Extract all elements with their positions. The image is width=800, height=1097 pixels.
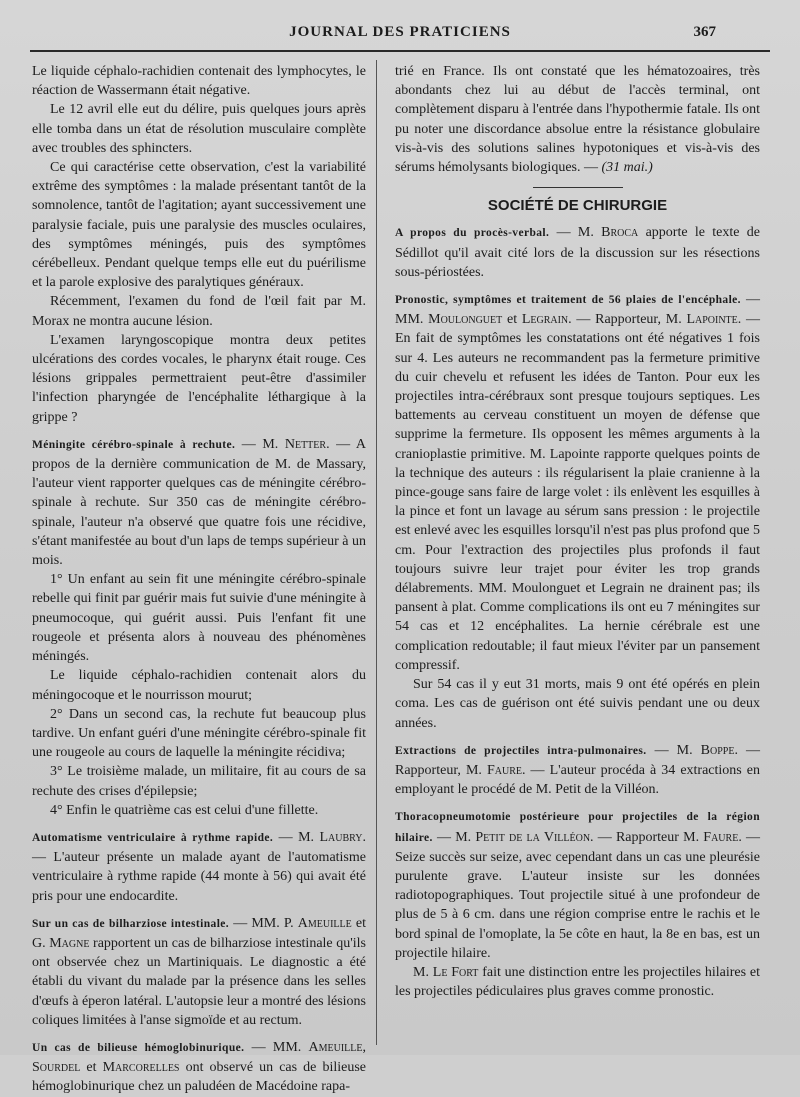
entry-heading: Méningite cérébro-spinale à rechute.	[32, 438, 236, 451]
entry-text: ont observé un cas de bilieuse hémoglobinurique chez un paludéen de Macédoine rapa-	[32, 1060, 366, 1095]
paragraph: Ce qui caractérise cette observation, c'est la variabilité extrême des symptômes : la malade présentant tantôt de la somnolence, tantôt de l'agitation; ayant successivement une paralysie faciale, puis une paralysie des muscles oculaires, des symptômes méningés, puis des symptômes cérébelleux. Pendant quelque temps elle eut du puérilisme et la parole explosive des paralytiques généraux.	[32, 160, 366, 291]
entry-text: . — L'auteur présente un malade ayant de l'automatisme ventriculaire à rythme rapide (44 monte à 56) qui avait été pris pour une endocardite.	[32, 829, 367, 904]
entry-separator: . — Rapporteur, M.	[568, 312, 687, 328]
entry-heading: Un cas de bilieuse hémoglobinurique.	[32, 1041, 245, 1054]
entry-separator: et	[80, 1060, 103, 1076]
author-name: Ameuille	[297, 915, 352, 931]
paragraph: Récemment, l'examen du fond de l'œil fait par M. Morax ne montra aucune lésion.	[32, 294, 366, 329]
entry-extractions	[395, 741, 760, 800]
paragraph: Le liquide céphalo-rachidien contenait alors du méningocoque et le nourrisson mourut;	[32, 668, 366, 703]
right-column	[395, 62, 760, 1001]
entry-text: . — L'auteur procéda à 34 extractions en employant le procédé de M. Petit de la Villéon.	[395, 762, 760, 798]
author-name: Laubry	[319, 829, 363, 845]
section-rule	[533, 187, 623, 188]
entry-separator: et	[502, 312, 522, 328]
entry-bilharziose	[32, 914, 366, 1030]
author-name: Lapointe	[686, 312, 738, 328]
entry-separator: — MM. P.	[229, 915, 298, 931]
paragraph: Sur 54 cas il y eut 31 morts, mais 9 ont été opérés en plein coma. Les cas de guérison ont été suivis pendant une ou deux années.	[395, 677, 760, 731]
entry-separator: M.	[413, 964, 433, 980]
paragraph: Le 12 avril elle eut du délire, puis quelques jours après elle tomba dans un état de résolution musculaire complète avec troubles des sphincters.	[32, 102, 366, 156]
continued-paragraph	[395, 62, 760, 177]
entry-text: rapportent un cas de bilharziose intestinale qu'ils ont observée chez un Martiniquais. Le diagnostic a été établi du vivant du malade par la présence dans les selles d'œufs à éperon latéral. L'autopsie leur a montré des lésions coliques limitées à l'anse sigmoïde et au rectum.	[32, 935, 366, 1028]
session-date: (31 mai.)	[601, 160, 653, 176]
author-name: Netter	[284, 436, 327, 452]
entry-separator: et G.	[32, 915, 366, 951]
entry-separator: — M.	[432, 829, 476, 845]
entry-separator: . — Rapporteur M.	[590, 829, 704, 845]
entry-separator: . — Rapporteur, M.	[395, 742, 760, 778]
author-name: Ameuille	[308, 1039, 363, 1055]
page-number: 367	[693, 24, 716, 40]
author-name: Magne	[49, 935, 90, 951]
paragraph: L'examen laryngoscopique montra deux petites ulcérations des cordes vocales, le pharynx était rouge. Ces lésions grippales permettraient peut-être d'assimiler l'infection pharyngée de l'encéphalite léthargique à la grippe ?	[32, 332, 366, 425]
entry-separator: — M.	[235, 436, 285, 452]
entry-separator: — M.	[646, 742, 701, 758]
entry-heading: Sur un cas de bilharziose intestinale.	[32, 917, 230, 930]
author-name: Le Fort	[432, 964, 479, 980]
entry-proces-verbal	[395, 223, 760, 282]
entry-separator: — MM.	[395, 292, 761, 328]
running-head	[0, 24, 800, 46]
journal-title: JOURNAL DES PRATICIENS	[289, 24, 511, 40]
author-name: Petit de la Villéon	[475, 829, 591, 845]
entry-bilieuse	[32, 1038, 366, 1097]
entry-text: apporte le texte de Sédillot qu'il avait cité lors de la discussion sur les résections sous-périostées.	[395, 225, 760, 280]
section-title: SOCIÉTÉ DE CHIRURGIE	[487, 197, 668, 215]
column-divider	[376, 60, 377, 1045]
entry-text: . — A propos de la dernière communication de M. de Massary, l'auteur vient rapporter quelques cas de méningite cérébro-spinale à rechute. Sur 350 cas de méningite cérébro-spinale, l'auteur n'a observé que quatre fois une récidive, s'étant manifestée au bout d'un laps de temps supérieur à un mois.	[32, 436, 366, 569]
author-name: Boppe	[700, 742, 735, 758]
paragraph: 4° Enfin le quatrième cas est celui d'une fillette.	[50, 802, 319, 818]
author-name: Faure	[486, 762, 522, 778]
paragraph-text: fait une distinction entre les projectiles hilaires et les projectiles pédiculaires plus graves comme pronostic.	[395, 964, 760, 1000]
left-column	[32, 62, 366, 1097]
entry-separator: — M.	[273, 829, 320, 845]
paragraph: 3° Le troisième malade, un militaire, fit au cours de sa rechute des crises d'épilepsie;	[32, 764, 366, 799]
author-name: Faure	[703, 829, 739, 845]
entry-heading: Extractions de projectiles intra-pulmonaires.	[395, 744, 647, 757]
entry-heading: A propos du procès-verbal.	[395, 227, 550, 240]
paragraph: 2° Dans un second cas, la rechute fut beaucoup plus tardive. Un enfant guéri d'une méningite cérébro-spinale fit une rougeole au cours de laquelle la méningite récidiva;	[32, 706, 366, 761]
entry-separator: ,	[362, 1039, 366, 1055]
entry-meningite	[32, 435, 366, 570]
entry-heading: Pronostic, symptômes et traitement de 56 plaies de l'encéphale.	[395, 294, 741, 307]
paragraph	[395, 963, 760, 1001]
entry-thoracopneumotomie	[395, 807, 760, 963]
entry-separator: — M.	[549, 225, 602, 241]
header-rule	[30, 50, 770, 52]
entry-text: . — Seize succès sur seize, avec cependant dans un cas une pleurésie purulente grave. L'auteur insiste sur les données radiotopographiques. Tout projectile situé à une profondeur de plus de 5 à 6 cm. dans une région comprise entre le rachis et le bord spinal de l'omoplate, la 5e côte en haut, la 8e en bas, est un projectile hilaire.	[395, 829, 761, 961]
entry-separator: — MM.	[244, 1039, 309, 1055]
entry-heading: Thoracopneumotomie postérieure pour projectiles de la région hilaire.	[395, 811, 760, 844]
paragraph: 1° Un enfant au sein fit une méningite cérébro-spinale rebelle qui finit par guérir mais fut suivie d'une méningite à pneumocoque, qui guérit aussi. Puis l'enfant fit une rougeole et présenta alors à nouveau des phénomènes méningés.	[32, 572, 366, 665]
entry-automatisme	[32, 828, 366, 906]
author-name: Moulonguet	[428, 312, 503, 328]
author-name: Marcorelles	[102, 1060, 180, 1076]
entry-plaies-encephale	[395, 290, 760, 675]
entry-heading: Automatisme ventriculaire à rythme rapide.	[32, 831, 274, 844]
author-name: Legrain	[521, 312, 569, 328]
paragraph: Le liquide céphalo-rachidien contenait des lymphocytes, le réaction de Wassermann était négative.	[32, 64, 366, 99]
entry-text: . — En fait de symptômes les constatations ont été négatives 1 fois sur 4. Les auteurs ne recommandent pas la fermeture primitive du cuir chevelu et refusent les idées de Tanton. Pour eux les projectiles intra-cérébraux sont presque toujours septiques. Les battements au cerveau constituent un moyen de défense que supprime la fermeture. Ils opposent les mêmes arguments à la cranioplastie primitive. M. Lapointe rapporte quelques points de la technique des auteurs : ils régularisent la plaie cranienne à la pince-gouge sans faire de large volet : ils enlèvent les esquilles à la pince et font un lavage au sérum sans pression : le projectile est enlevé avec les esquilles lorsqu'il n'est pas plus profond que 5 cm. Pour l'extraction des projectiles plus profonds il faut toujours suivre leur trajet pour éviter les trop grands délabrements. MM. Moulonguet et Legrain ne drainent pas; ils pansent à plat. Comme complications ils ont eu 7 méningites sur 54 cas et 12 encéphalites. La hernie cérébrale est une complication redoutable; il faut mieux l'éviter par un pansement compressif.	[395, 312, 761, 673]
paragraph-text: trié en France. Ils ont constaté que les hématozoaires, très abondants chez lui au début de l'accès terminal, ont complètement disparu à l'entrée dans l'hypothermie fatale. Ils ont pu noter une discordance absolue entre la résistance globulaire vis-à-vis des solutions salines hypotoniques et vis-à-vis des sérums hémolysants biologiques. —	[395, 64, 760, 176]
author-name: Broca	[601, 225, 639, 241]
author-name: Sourdel	[32, 1060, 81, 1076]
